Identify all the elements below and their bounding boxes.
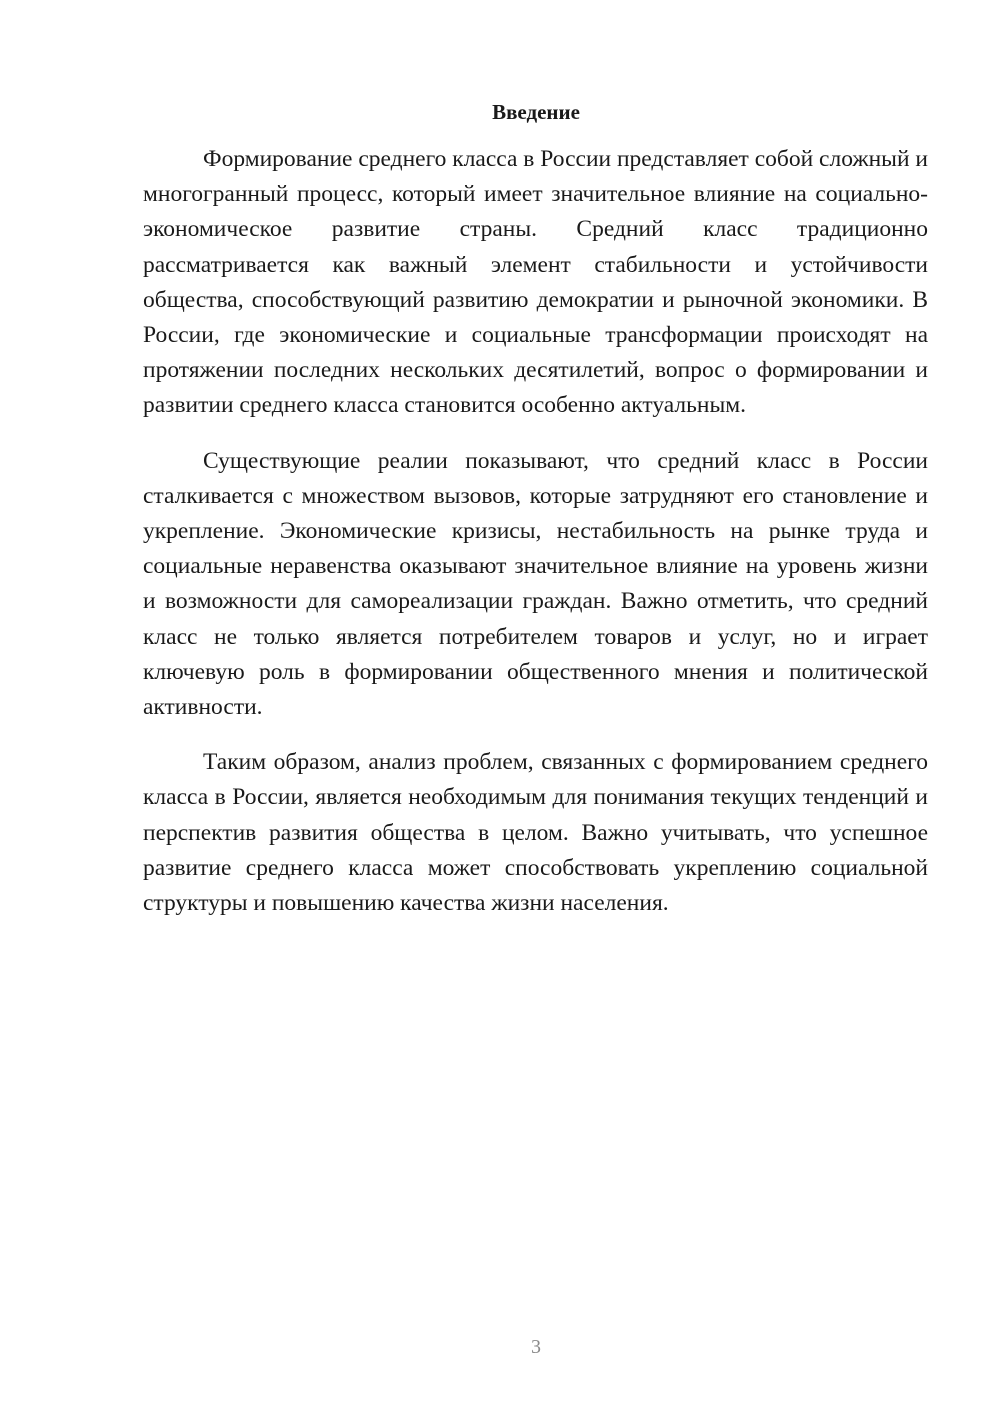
paragraph-3: Таким образом, анализ проблем, связанных с формированием среднего класса в России, является необходимым для понимания текущих тенденций и перспектив развития общества в целом. Важно учитывать, что успешное развитие среднего класса может способствовать укреплению социальной структуры и повышению качества жизни населения. bbox=[143, 749, 928, 917]
body-text bbox=[143, 142, 928, 941]
paragraph-2: Существующие реалии показывают, что средний класс в России сталкивается с множеством вызовов, которые затрудняют его становление и укрепление. Экономические кризисы, нестабильность на рынке труда и социальные неравенства оказывают значительное влияние на уровень жизни и возможности для самореализации граждан. Важно отметить, что средний класс не только является потребителем товаров и услуг, но и играет ключевую роль в формировании общественного мнения и политической активности. bbox=[143, 447, 928, 721]
page-number: 3 bbox=[531, 1336, 541, 1358]
paragraph-1: Формирование среднего класса в России представляет собой сложный и многогранный процесс, который имеет значительное влияние на социально-экономическое развитие страны. Средний класс традиционно рассматривается как важный элемент стабильности и устойчивости общества, способствующий развитию демократии и рыночной экономики. В России, где экономические и социальные трансформации происходят на протяжении последних нескольких десятилетий, вопрос о формировании и развитии среднего класса становится особенно актуальным. bbox=[143, 146, 928, 419]
section-heading: Введение bbox=[492, 100, 580, 124]
